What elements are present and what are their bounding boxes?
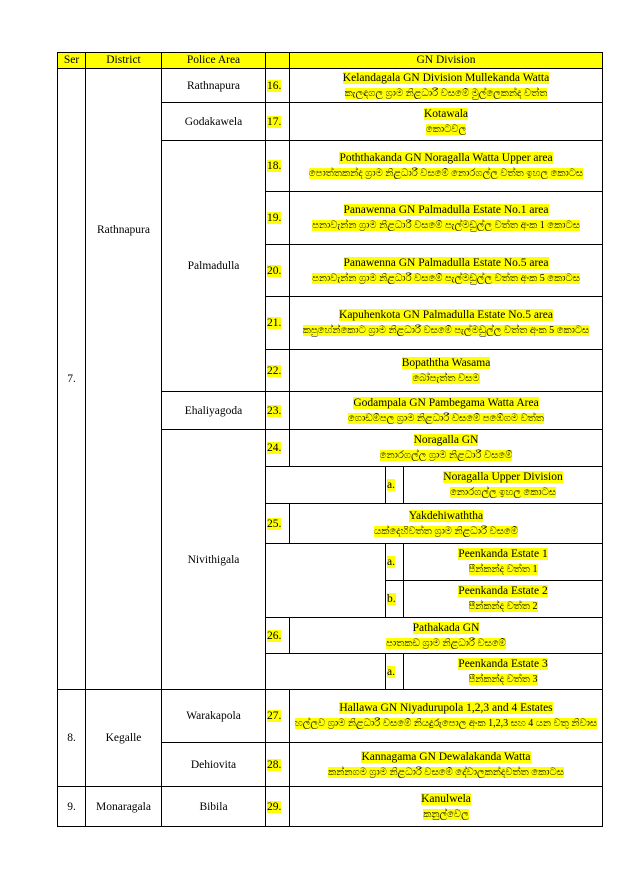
gn-division-cell xyxy=(290,103,603,141)
district-label: Kegalle xyxy=(105,732,142,744)
gn-name-en: Peenkanda Estate 2 xyxy=(458,585,548,597)
item-number-label: 22. xyxy=(267,364,282,377)
sub-item-label: a. xyxy=(387,665,395,678)
police-area-cell: Rathnapura xyxy=(162,69,266,103)
gn-name-en: Peenkanda Estate 3 xyxy=(458,657,548,670)
sub-item-letter xyxy=(386,654,404,690)
item-number xyxy=(266,245,290,297)
gn-name-si: ගොඩම්පල ග්‍රාම නිළධාරී වසමේ පඹේගම වත්ත xyxy=(348,412,545,424)
item-number xyxy=(266,787,290,827)
header-district: District xyxy=(86,53,162,69)
item-number xyxy=(266,430,290,467)
item-number-label: 18. xyxy=(267,160,282,172)
police-area-cell: Bibila xyxy=(162,787,266,827)
gn-division-cell xyxy=(290,743,603,787)
gn-division-cell xyxy=(290,192,603,245)
gn-name-en: Peenkanda Estate 1 xyxy=(458,548,548,560)
gn-name-si: පීන්කන්ද වත්ත 2 xyxy=(468,601,538,612)
blank-cell xyxy=(266,544,386,618)
gn-name-si: පනාවැන්න ග්‍රාම නිළධාරී වසමේ පැල්මඩුල්ල වත්ත අංක 1 කොටස xyxy=(312,220,580,231)
gn-name-en: Poththakanda GN Noragalla Watta Upper area xyxy=(339,152,553,164)
item-number xyxy=(266,618,290,654)
gn-name-en: Noragalla Upper Division xyxy=(443,471,563,483)
ser-cell: 7. xyxy=(58,69,86,690)
gn-division-table xyxy=(57,52,603,827)
header-police-area: Police Area xyxy=(162,53,266,69)
gn-name-en: Kannagama GN Dewalakanda Watta xyxy=(361,750,531,763)
item-number-label: 28. xyxy=(267,758,282,771)
item-number xyxy=(266,192,290,245)
gn-name-si: පනාවැන්න ග්‍රාම නිළධාරී වසමේ පැල්මඩුල්ල වත්ත අංක 5 කොටස xyxy=(312,272,580,284)
header-ser: Ser xyxy=(58,53,86,69)
gn-division-cell xyxy=(290,504,603,544)
gn-name-si: නොරගල්ල ග්‍රාම නිළධාරී වසමේ xyxy=(379,450,513,461)
gn-name-en: Panawenna GN Palmadulla Estate No.1 area xyxy=(343,204,549,216)
sub-item-letter xyxy=(386,467,404,504)
sub-item-letter xyxy=(386,581,404,618)
gn-division-cell xyxy=(404,654,603,690)
item-number-label: 29. xyxy=(267,800,282,813)
police-area-cell: Ehaliyagoda xyxy=(162,392,266,430)
item-number-label: 21. xyxy=(267,317,282,329)
gn-name-en: Hallawa GN Niyadurupola 1,2,3 and 4 Estates xyxy=(339,702,553,714)
sub-item-label: a. xyxy=(387,479,395,491)
gn-name-en: Kotawala xyxy=(423,107,469,120)
district-label: Monaragala xyxy=(96,800,151,813)
gn-name-en: Panawenna GN Palmadulla Estate No.5 area xyxy=(343,256,549,269)
gn-name-en: Godampala GN Pambegama Watta Area xyxy=(353,396,539,409)
sub-item-letter xyxy=(386,544,404,581)
gn-division-cell xyxy=(290,430,603,467)
gn-name-si: කැලඳගල ග්‍රාම නිළධාරී වසමේ මුල්ලෙකන්ද වත්ත xyxy=(344,87,548,99)
gn-division-cell xyxy=(290,690,603,743)
item-number xyxy=(266,103,290,141)
blank-cell xyxy=(266,654,386,690)
table-row xyxy=(58,690,603,743)
gn-name-en: Pathakada GN xyxy=(412,621,480,634)
district-cell xyxy=(86,787,162,827)
table-row xyxy=(58,69,603,103)
district-label: Rathnapura xyxy=(96,224,150,236)
sub-item-label: b. xyxy=(387,593,396,605)
item-number-label: 20. xyxy=(267,264,282,277)
ser-cell: 8. xyxy=(58,690,86,787)
gn-name-en: Bopaththa Wasama xyxy=(401,356,491,369)
item-number xyxy=(266,690,290,743)
gn-name-si: පොත්තකන්ද ග්‍රාම නිළධාරී වසමේ නොරගල්ල වත්ත ඉහල කොටස xyxy=(308,168,584,179)
item-number-label: 25. xyxy=(267,517,282,530)
item-number-label: 26. xyxy=(267,629,282,642)
item-number-label: 24. xyxy=(267,442,282,454)
police-area-cell: Palmadulla xyxy=(162,141,266,392)
gn-name-en: Kelandagala GN Division Mullekanda Watta xyxy=(342,71,550,84)
police-area-cell: Warakapola xyxy=(162,690,266,743)
gn-name-si: පීන්කන්ද වත්ත 1 xyxy=(468,564,538,575)
gn-division-cell xyxy=(404,544,603,581)
gn-name-si: හල්ලව ග්‍රාම නිළධාරී වසමේ නියදුරුපොල අංක 1,2,3 සහ 4 යන වතු නිවාස xyxy=(294,718,598,729)
gn-name-si: පාතකඩ ග්‍රාම නිළධාරී වසමේ xyxy=(386,637,506,649)
gn-name-si: බෝපැත්ත වසම xyxy=(412,372,480,384)
gn-division-cell xyxy=(290,141,603,192)
gn-name-en: Noragalla GN xyxy=(413,434,479,446)
gn-name-en: Yakdehiwaththa xyxy=(408,509,484,522)
gn-name-en: Kanulwela xyxy=(421,792,471,805)
gn-name-si: නොරගල්ල ඉහල කොටස xyxy=(449,487,557,498)
sub-item-label: a. xyxy=(387,556,395,568)
item-number-label: 27. xyxy=(267,710,282,722)
item-number xyxy=(266,350,290,392)
item-number xyxy=(266,297,290,350)
item-number-label: 16. xyxy=(267,79,282,92)
gn-division-cell xyxy=(404,581,603,618)
gn-division-cell xyxy=(404,467,603,504)
gn-name-si: පීන්කන්ද වත්ත 3 xyxy=(468,673,538,685)
gn-division-cell xyxy=(290,297,603,350)
gn-name-si: කන්නගම ග්‍රාම නිළධාරී වසමේ දේවාලකන්දවත්ත කොටස xyxy=(328,766,564,778)
police-area-cell: Nivithigala xyxy=(162,430,266,690)
item-number-label: 23. xyxy=(267,404,282,417)
item-number-label: 19. xyxy=(267,212,282,224)
item-number xyxy=(266,504,290,544)
ser-cell: 9. xyxy=(58,787,86,827)
blank-cell xyxy=(266,467,386,504)
item-number xyxy=(266,141,290,192)
gn-division-cell xyxy=(290,787,603,827)
table-row xyxy=(58,787,603,827)
district-cell xyxy=(86,69,162,690)
gn-division-cell xyxy=(290,350,603,392)
gn-name-si: කපුහේන්කොට ග්‍රාම නිළධාරී වසමේ පැල්මඩුල්ල වත්ත අංක 5 කොටස xyxy=(302,325,590,336)
gn-division-cell xyxy=(290,392,603,430)
police-area-cell: Godakawela xyxy=(162,103,266,141)
gn-division-cell xyxy=(290,245,603,297)
gn-division-cell xyxy=(290,618,603,654)
gn-division-cell xyxy=(290,69,603,103)
gn-name-si: යක්දෙහිවත්ත ග්‍රාම නිළධාරී වසමේ xyxy=(374,525,518,537)
district-cell xyxy=(86,690,162,787)
header-row xyxy=(58,53,603,69)
police-area-cell: Dehiovita xyxy=(162,743,266,787)
gn-name-si: කොටවල xyxy=(425,123,467,135)
header-blank xyxy=(266,53,290,69)
item-number xyxy=(266,69,290,103)
header-gn-division: GN Division xyxy=(290,53,603,69)
gn-name-si: කනුල්වෙල xyxy=(423,808,469,820)
item-number-label: 17. xyxy=(267,115,282,128)
item-number xyxy=(266,743,290,787)
item-number xyxy=(266,392,290,430)
gn-name-en: Kapuhenkota GN Palmadulla Estate No.5 area xyxy=(339,309,553,321)
